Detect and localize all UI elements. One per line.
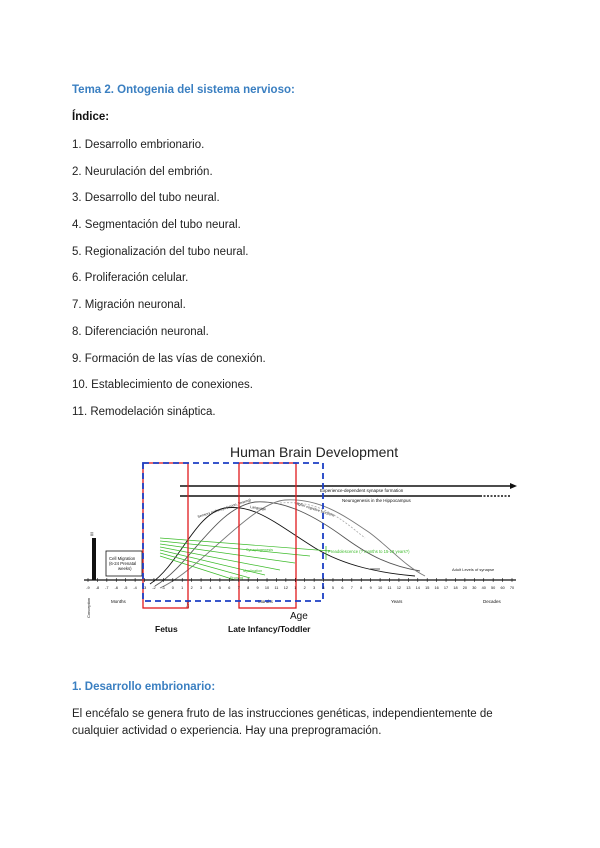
axis-tick-label: -7 — [105, 586, 109, 590]
axis-tick-label: 7 — [350, 586, 353, 590]
axis-tick-label: 17 — [443, 586, 449, 590]
axis-tick-label: 8 — [247, 586, 250, 590]
axis-tick-label: 6 — [341, 586, 344, 590]
period-decades-label: Decades — [483, 599, 501, 604]
fetus-label: Fetus — [155, 624, 178, 634]
curve-label-higher: Higher cognitive functions — [294, 501, 336, 518]
period-months-label: Months — [111, 599, 126, 604]
axis-tick-label: 0 — [171, 586, 174, 590]
axis-tick-label: 5 — [331, 586, 335, 590]
axis-tick-label: -6 — [114, 586, 118, 590]
experience-arrowhead — [510, 483, 517, 489]
axis-tick-label: 4 — [209, 586, 212, 590]
prepregnancy-note: Preadolescence (? months to 15-18 years?) — [328, 549, 410, 554]
topic-title: Tema 2. Ontogenia del sistema nervioso: — [72, 84, 295, 96]
axis-tick-label: 14 — [415, 586, 420, 590]
axis-tick-label: -1 — [161, 586, 166, 590]
axis-tick-label: 10 — [377, 586, 383, 590]
index-item: 8. Diferenciación neuronal. — [72, 325, 209, 338]
axis-tick-label: 3 — [200, 586, 203, 590]
index-item: 4. Segmentación del tubo neural. — [72, 219, 241, 232]
axis-tick-label: -3 — [142, 586, 147, 590]
birth-label: Birth — [186, 600, 190, 608]
axis-tick-label: 9 — [369, 586, 372, 590]
brain-development-figure — [80, 438, 520, 642]
age-label: Age — [290, 611, 308, 622]
cell-migration-line: Cell Migration — [109, 556, 136, 561]
axis-tick-label: 15 — [425, 586, 430, 590]
axis-tick-label: -8 — [95, 586, 100, 590]
axis-tick-label: -9 — [86, 586, 90, 590]
conception-label: Conception — [86, 597, 91, 618]
axis-tick-label: 2 — [190, 586, 193, 590]
axis-tick-label: 13 — [406, 586, 411, 590]
axis-tick-label: 8 — [360, 586, 363, 590]
curve-label-sensory: Sensory pathways (vision, hearing) — [197, 497, 252, 519]
index-item: 11. Remodelación sináptica. — [72, 405, 216, 418]
axis-tick-label: 30 — [472, 586, 477, 590]
axis-tick-label: 12 — [283, 586, 288, 590]
synaptogenesis-label: Synaptogenesis — [246, 548, 274, 552]
neural-tube-icon — [92, 538, 96, 580]
index-item: 3. Desarrollo del tubo neural. — [72, 192, 220, 205]
axis-tick-label: 11 — [274, 586, 279, 590]
index-item: 1. Desarrollo embrionario. — [72, 139, 205, 151]
axis-tick-label: 5 — [218, 586, 221, 590]
index-item: 9. Formación de las vías de conexión. — [72, 352, 266, 365]
axis-tick-label: 10 — [264, 586, 270, 590]
cell-migration-line: weeks) — [118, 566, 132, 571]
axis-tick-label: 12 — [396, 586, 402, 590]
myelination-label: Myelination — [243, 569, 263, 573]
index-list — [72, 138, 266, 432]
axis-tick-label: 2 — [303, 586, 306, 590]
axis-tick-label: 60 — [500, 586, 505, 590]
figure-title: Human Brain Development — [230, 444, 399, 460]
axis-tick-label: -5 — [123, 586, 128, 590]
axis-tick-label: 7 — [237, 586, 240, 590]
experience-label: Experience-dependent synapse formation — [320, 488, 404, 493]
index-item: 2. Neurulación del embrión. — [72, 165, 213, 178]
curve-sensory — [150, 507, 415, 584]
axis-tick-label: 11 — [387, 586, 392, 590]
axis-tick-label: 1 — [181, 586, 184, 590]
neural-tube-glyph: ≡ — [90, 532, 94, 538]
index-item: 5. Regionalización del tubo neural. — [72, 245, 249, 258]
curve-language — [155, 502, 420, 586]
pruning-label: Pruning — [230, 576, 244, 580]
cell-migration-line: (6-24 Prenatal — [109, 561, 137, 566]
index-item: 6. Proliferación celular. — [72, 272, 189, 285]
axis-tick-label: 70 — [509, 586, 515, 590]
neurogenesis-label: Neurogenesis in the Hippocampus — [342, 498, 411, 503]
index-item: 7. Migración neuronal. — [72, 299, 186, 312]
axis-tick-label: 50 — [491, 586, 496, 590]
axis-tick-label: 9 — [256, 586, 259, 590]
axis-tick-label: 40 — [481, 586, 486, 590]
section-heading: 1. Desarrollo embrionario: — [72, 681, 216, 693]
index-item: 10. Establecimiento de conexiones. — [72, 379, 253, 392]
index-heading: Índice: — [72, 111, 110, 123]
axis-tick-label: 6 — [228, 586, 231, 590]
axis-tick-label: -4 — [133, 586, 137, 590]
axis-tick-label: 4 — [322, 586, 325, 590]
section-body: El encéfalo se genera fruto de las instrucciones genéticas, independientemente de cualquier actividad o experiencia. Hay una preprogramación. — [72, 708, 493, 737]
infancy-label: Late Infancy/Toddler — [228, 624, 311, 634]
period-years-label: Years — [391, 599, 403, 604]
curve-label-language: Language — [249, 505, 267, 512]
axis-tick-label: 18 — [453, 586, 458, 590]
curve-higher-cognition — [160, 497, 425, 588]
period-months2-label: Months — [258, 599, 273, 604]
axis-tick-label: 20 — [462, 586, 468, 590]
axis-tick-label: 16 — [434, 586, 439, 590]
axis-tick-label: -2 — [152, 586, 156, 590]
axis-tick-label: 3 — [313, 586, 316, 590]
adult-levels-label: Adult Levels of synapse — [452, 567, 495, 572]
axis-tick-label: 1 — [294, 586, 297, 590]
